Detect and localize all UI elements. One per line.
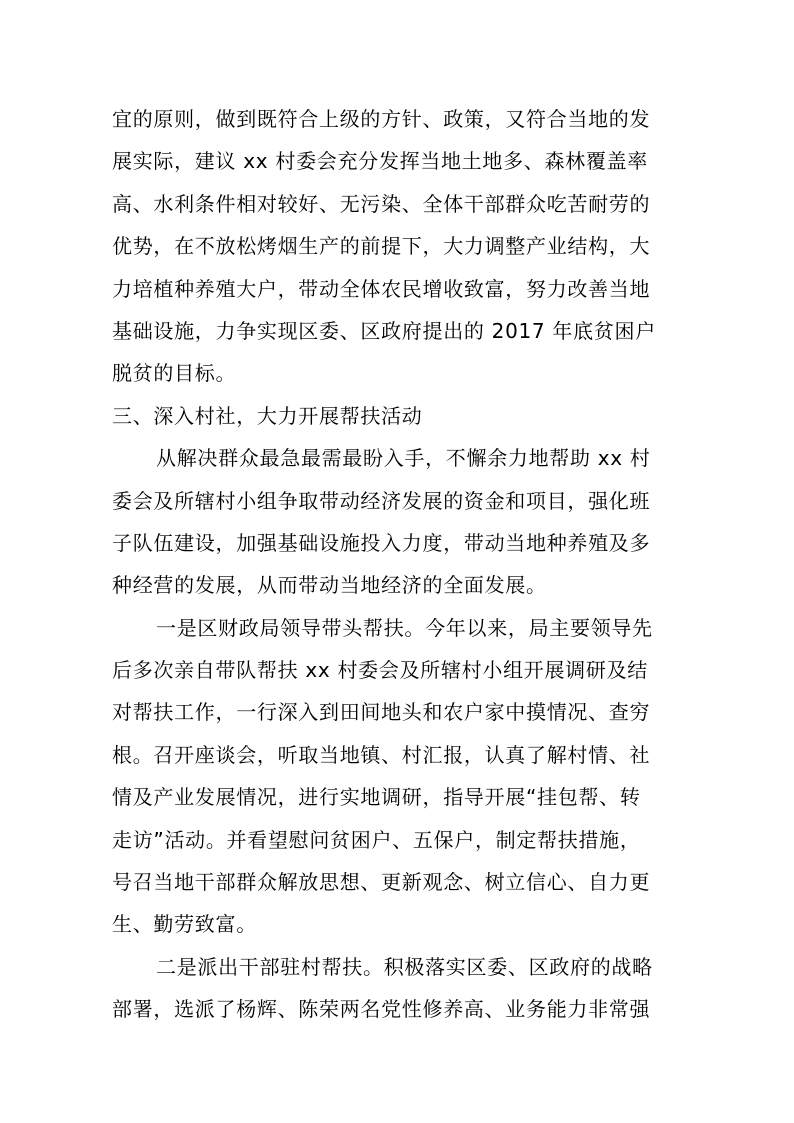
text-line: 根。召开座谈会，听取当地镇、村汇报，认真了解村情、社	[112, 742, 651, 767]
text-line: 情及产业发展情况，进行实地调研，指导开展“挂包帮、转	[112, 785, 641, 810]
text-line: 高、水利条件相对较好、无污染、全体干部群众吃苦耐劳的	[112, 191, 651, 216]
text-line: 脱贫的目标。	[112, 361, 237, 386]
paragraph-first-line: 从解决群众最急最需最盼入手，不懈余力地帮助 xx 村	[156, 446, 651, 471]
document-body	[112, 98, 687, 1031]
text-line: 生、勤劳致富。	[112, 912, 257, 937]
text-line: 子队伍建设，加强基础设施投入力度，带动当地种养殖及多	[112, 530, 651, 555]
text-line: 走访”活动。并看望慰问贫困户、五保户，制定帮扶措施，	[112, 827, 641, 852]
text-line: 展实际，建议 xx 村委会充分发挥当地土地多、森林覆盖率	[112, 149, 648, 174]
text-line: 对帮扶工作，一行深入到田间地头和农户家中摸情况、查穷	[112, 700, 651, 725]
text-line: 力培植种养殖大户，带动全体农民增收致富，努力改善当地	[112, 276, 651, 301]
text-line: 基础设施，力争实现区委、区政府提出的 2017 年底贫困户	[112, 318, 656, 343]
text-line: 优势，在不放松烤烟生产的前提下，大力调整产业结构，大	[112, 234, 651, 259]
text-line: 后多次亲自带队帮扶 xx 村委会及所辖村小组开展调研及结	[112, 658, 648, 683]
paragraph-first-line: 一是区财政局领导带头帮扶。今年以来，局主要领导先	[156, 615, 653, 640]
text-line: 号召当地干部群众解放思想、更新观念、树立信心、自力更	[112, 870, 651, 895]
text-line: 部署，选派了杨辉、陈荣两名党性修养高、业务能力非常强	[112, 997, 651, 1022]
text-line: 种经营的发展，从而带动当地经济的全面发展。	[112, 573, 547, 598]
text-line: 委会及所辖村小组争取带动经济发展的资金和项目，强化班	[112, 488, 651, 513]
paragraph-first-line: 二是派出干部驻村帮扶。积极落实区委、区政府的战略	[156, 954, 653, 979]
text-line: 宜的原则，做到既符合上级的方针、政策，又符合当地的发	[112, 107, 651, 131]
section-heading: 三、深入村社，大力开展帮扶活动	[112, 403, 423, 428]
